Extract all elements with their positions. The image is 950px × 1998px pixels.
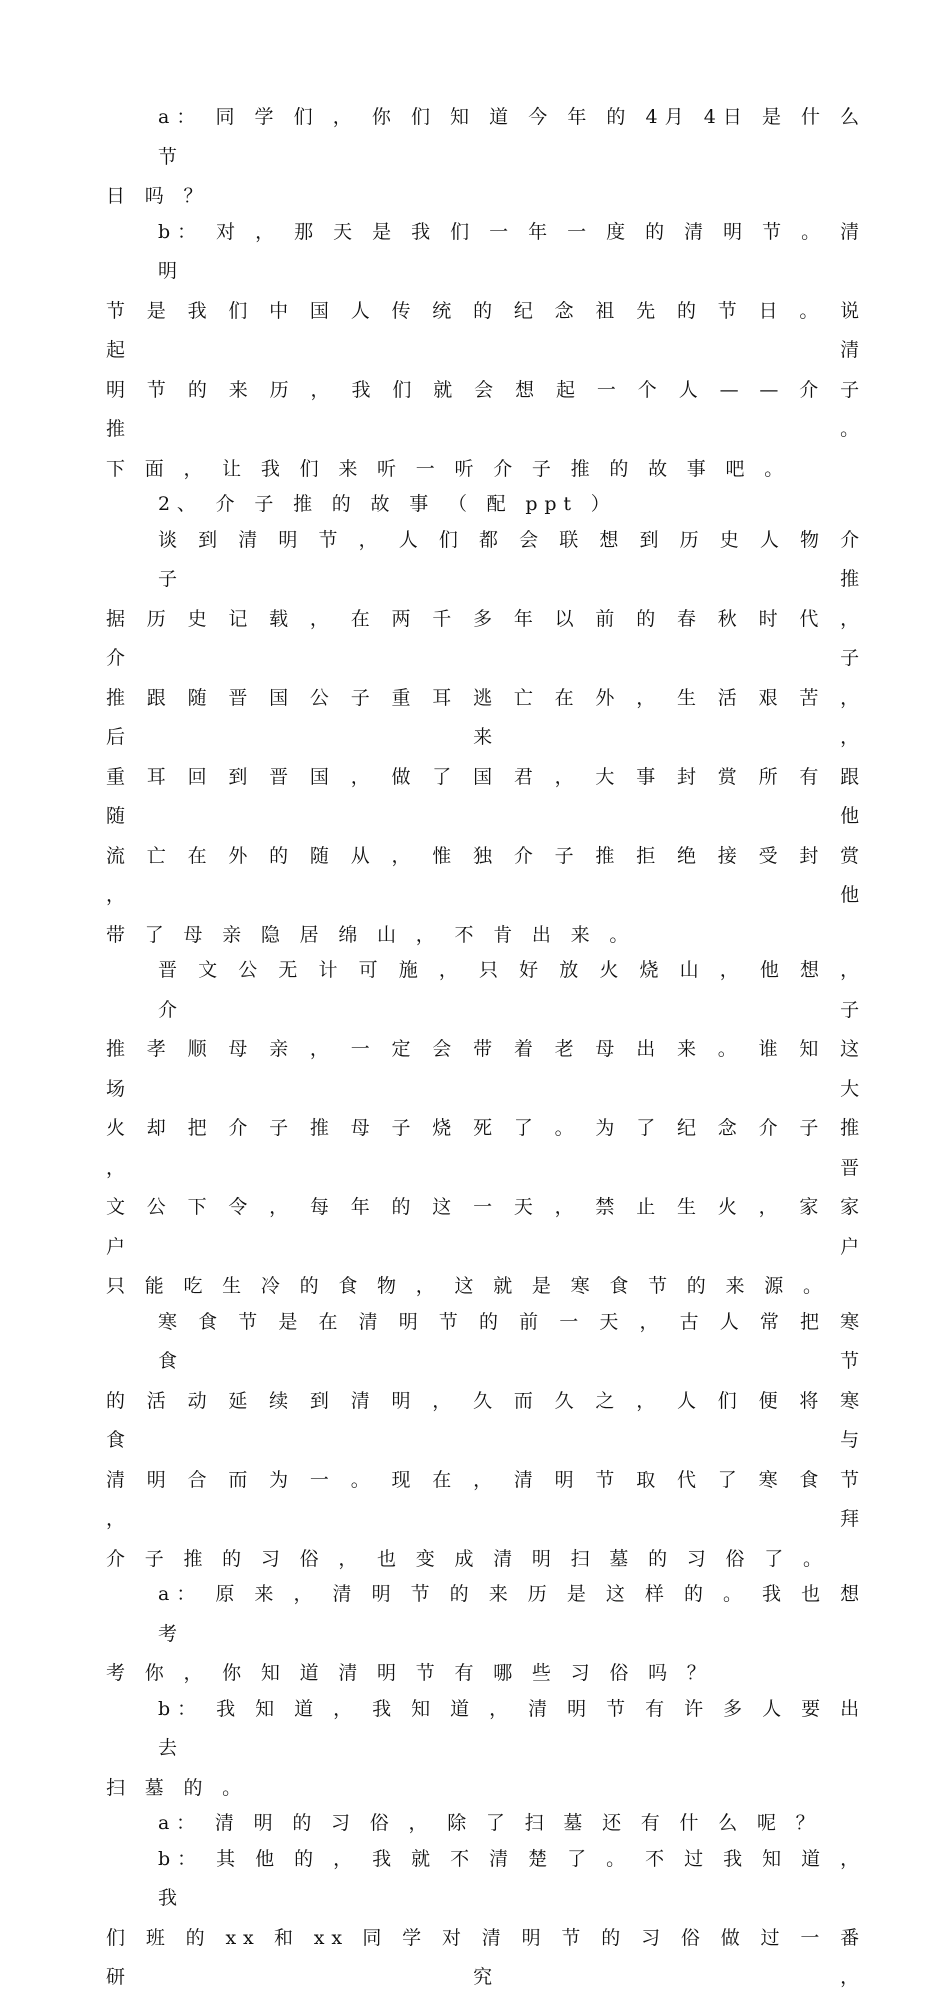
paragraph: [106, 485, 866, 525]
text-line: 2、 介 子 推 的 故 事 （ 配 ppt ）: [158, 493, 617, 515]
paragraph: [106, 213, 866, 490]
text-line: 介 子 推 的 习 俗 ， 也 变 成 清 明 扫 墓 的 习 俗 了 。: [106, 1547, 829, 1570]
text-line: 日 吗 ？: [106, 185, 210, 207]
paragraph: [106, 521, 866, 956]
text-line: 明 节 的 来 历 ， 我 们 就 会 想 起 一 个 人 — — 介 子 推 。: [106, 378, 866, 440]
paragraph: [106, 1575, 866, 1694]
text-line: 带 了 母 亲 隐 居 绵 山 ， 不 肯 出 来 。: [106, 923, 636, 946]
text-line: 寒 食 节 是 在 清 明 节 的 前 一 天 ， 古 人 常 把 寒 食 节: [158, 1310, 866, 1372]
text-line: 节 是 我 们 中 国 人 传 统 的 纪 念 祖 先 的 节 日 。 说 起 清: [106, 299, 866, 361]
text-line: b： 对 ， 那 天 是 我 们 一 年 一 度 的 清 明 节 。 清 明: [158, 220, 866, 282]
paragraph: [106, 1303, 866, 1580]
text-line: 谈 到 清 明 节 ， 人 们 都 会 联 想 到 历 史 人 物 介 子 推: [158, 528, 866, 590]
paragraph: [106, 1690, 866, 1809]
text-line: 清 明 合 而 为 一 。 现 在 ， 清 明 节 取 代 了 寒 食 节 ， 拜: [106, 1468, 866, 1530]
text-line: b： 我 知 道 ， 我 知 道 ， 清 明 节 有 许 多 人 要 出 去: [158, 1697, 866, 1759]
text-line: 推 孝 顺 母 亲 ， 一 定 会 带 着 老 母 出 来 。 谁 知 这 场 大: [106, 1038, 866, 1100]
text-line: 流 亡 在 外 的 随 从 ， 惟 独 介 子 推 拒 绝 接 受 封 赏 ， 他: [106, 844, 866, 906]
text-line: 的 活 动 延 续 到 清 明 ， 久 而 久 之 ， 人 们 便 将 寒 食 与: [106, 1389, 866, 1451]
paragraph: [106, 1840, 866, 1998]
text-line: 火 却 把 介 子 推 母 子 烧 死 了 。 为 了 纪 念 介 子 推 ， 晋: [106, 1117, 866, 1179]
text-line: 文 公 下 令 ， 每 年 的 这 一 天 ， 禁 止 生 火 ， 家 家 户 户: [106, 1196, 866, 1258]
text-line: a： 清 明 的 习 俗 ， 除 了 扫 墓 还 有 什 么 呢 ？: [158, 1812, 822, 1834]
paragraph: [106, 1804, 866, 1844]
text-line: 推 跟 随 晋 国 公 子 重 耳 逃 亡 在 外 ， 生 活 艰 苦 ， 后 来 ，: [106, 686, 866, 748]
text-line: b： 其 他 的 ， 我 就 不 清 楚 了 。 不 过 我 知 道 ， 我: [158, 1847, 866, 1909]
text-line: 晋 文 公 无 计 可 施 ， 只 好 放 火 烧 山 ， 他 想 ， 介 子: [158, 959, 866, 1021]
text-line: a： 原 来 ， 清 明 节 的 来 历 是 这 样 的 。 我 也 想 考: [158, 1583, 866, 1645]
text-line: 扫 墓 的 。: [106, 1776, 248, 1799]
text-line: 考 你 ， 你 知 道 清 明 节 有 哪 些 习 俗 吗 ？: [106, 1662, 713, 1684]
paragraph: [106, 951, 866, 1307]
text-line: 们 班 的 xx 和 xx 同 学 对 清 明 节 的 习 俗 做 过 一 番 研 究 ，: [106, 1926, 866, 1988]
paragraph: [106, 98, 866, 217]
text-line: 只 能 吃 生 冷 的 食 物 ， 这 就 是 寒 食 节 的 来 源 。: [106, 1275, 829, 1297]
text-line: 重 耳 回 到 晋 国 ， 做 了 国 君 ， 大 事 封 赏 所 有 跟 随 他: [106, 765, 866, 827]
text-line: 据 历 史 记 载 ， 在 两 千 多 年 以 前 的 春 秋 时 代 ， 介 子: [106, 607, 866, 669]
text-line: 下 面 ， 让 我 们 来 听 一 听 介 子 推 的 故 事 吧 。: [106, 457, 791, 480]
document-body: [106, 98, 866, 1998]
text-line: a： 同 学 们 ， 你 们 知 道 今 年 的 4月 4日 是 什 么 节: [158, 106, 866, 168]
